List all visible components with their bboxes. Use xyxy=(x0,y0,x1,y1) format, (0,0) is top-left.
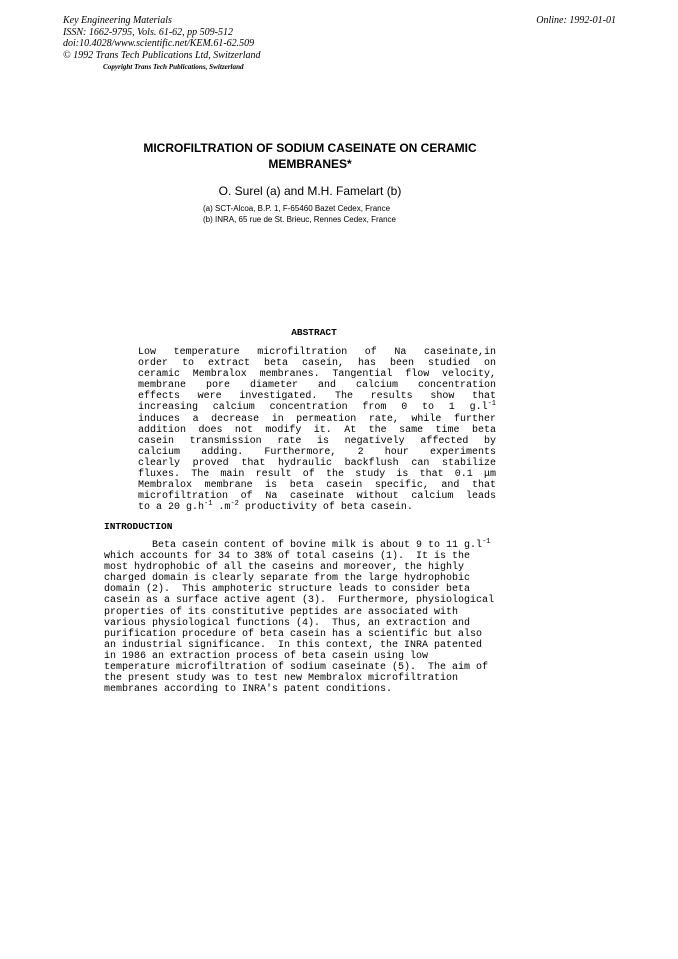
online-date: Online: 1992-01-01 xyxy=(536,15,616,26)
introduction-body xyxy=(104,540,534,695)
journal-doi: doi:10.4028/www.scientific.net/KEM.61-62.509 xyxy=(63,38,255,50)
journal-copyright: © 1992 Trans Tech Publications Ltd, Switzerland xyxy=(63,49,261,61)
abstract-line-text: to a 20 g.h xyxy=(138,502,205,514)
abstract-line-text: increasing calcium concentration from 0 to 1 g.l xyxy=(138,402,488,414)
abstract-line: microfiltration of Na caseinate without calcium leads xyxy=(138,491,496,503)
intro-line: the present study was to test new Membralox microfiltration xyxy=(104,673,459,685)
abstract-line: order to extract beta casein, has been studied on xyxy=(138,358,496,370)
intro-line: domain (2). This amphoteric structure leads to consider beta xyxy=(104,584,471,596)
intro-line: various physiological functions (4). Thus, an extraction and xyxy=(104,617,471,629)
abstract-line xyxy=(138,502,496,513)
intro-line: membranes according to INRA's patent conditions. xyxy=(104,684,393,696)
journal-issn: ISSN: 1662-9795, Vols. 61-62, pp 509-512 xyxy=(63,26,233,38)
exponent: -1 xyxy=(487,400,496,409)
exponent: -1 xyxy=(482,538,491,546)
exponent: -2 xyxy=(230,500,239,509)
abstract-line: effects were investigated. The results show that xyxy=(138,391,496,403)
intro-line: charged domain is clearly separate from the large hydrophobic xyxy=(104,573,471,585)
intro-line: properties of its constitutive peptides are associated with xyxy=(104,606,459,618)
exponent: -1 xyxy=(204,500,213,509)
affiliation-a: (a) SCT-Alcoa, B.P. 1, F-65460 Bazet Cedex, France xyxy=(203,204,391,213)
intro-line: which accounts for 34 to 38% of total caseins (1). It is the xyxy=(104,551,471,563)
abstract-line-text: .m xyxy=(212,502,231,514)
abstract-line-text: productivity of beta casein. xyxy=(238,502,413,514)
introduction-heading: INTRODUCTION xyxy=(104,521,173,532)
abstract-line: clearly proved that hydraulic backflush can stabilize xyxy=(138,457,496,469)
intro-line-text: Beta casein content of bovine milk is about 9 to 11 g.l xyxy=(104,540,483,551)
journal-name: Key Engineering Materials xyxy=(63,15,172,26)
abstract-heading: ABSTRACT xyxy=(291,327,337,338)
abstract-line: induces a decrease in permeation rate, while further xyxy=(138,413,496,425)
abstract-line: ceramic Membralox membranes. Tangential flow velocity, xyxy=(138,369,496,381)
paper-title-line-2: MEMBRANES* xyxy=(268,157,352,171)
abstract-line: Membralox membrane is beta casein specific, and that xyxy=(138,480,496,492)
paper-authors: O. Surel (a) and M.H. Famelart (b) xyxy=(218,184,402,198)
abstract-line: addition does not modify it. At the same time beta xyxy=(138,424,496,436)
intro-line: an industrial significance. In this context, the INRA patented xyxy=(104,639,483,651)
intro-line: casein as a surface active agent (3). Furthermore, physiological xyxy=(104,595,495,607)
abstract-line xyxy=(138,402,496,413)
intro-line xyxy=(104,540,534,551)
abstract-line: Low temperature microfiltration of Na caseinate,in xyxy=(138,347,496,358)
paper-title xyxy=(110,140,510,172)
abstract-line: fluxes. The main result of the study is that 0.1 μm xyxy=(138,469,496,481)
abstract-line: casein transmission rate is negatively affected by xyxy=(138,435,496,447)
intro-line: most hydrophobic of all the caseins and moreover, the highly xyxy=(104,562,465,574)
journal-header xyxy=(63,15,261,61)
affiliation-b: (b) INRA, 65 rue de St. Brieuc, Rennes Cedex, France xyxy=(203,215,396,224)
paper-title-line-1: MICROFILTRATION OF SODIUM CASEINATE ON CERAMIC xyxy=(143,141,477,155)
abstract-line: calcium adding. Furthermore, 2 hour experiments xyxy=(138,446,496,458)
intro-line: temperature microfiltration of sodium caseinate (5). The aim of xyxy=(104,662,489,674)
intro-line: purification procedure of beta casein has a scientific but also xyxy=(104,628,483,640)
copyright-stamp: Copyright Trans Tech Publications, Switzerland xyxy=(103,62,244,71)
abstract-body xyxy=(138,347,496,513)
intro-line: in 1986 an extraction process of beta casein using low xyxy=(104,650,429,662)
abstract-line: membrane pore diameter and calcium concentration xyxy=(138,380,496,392)
